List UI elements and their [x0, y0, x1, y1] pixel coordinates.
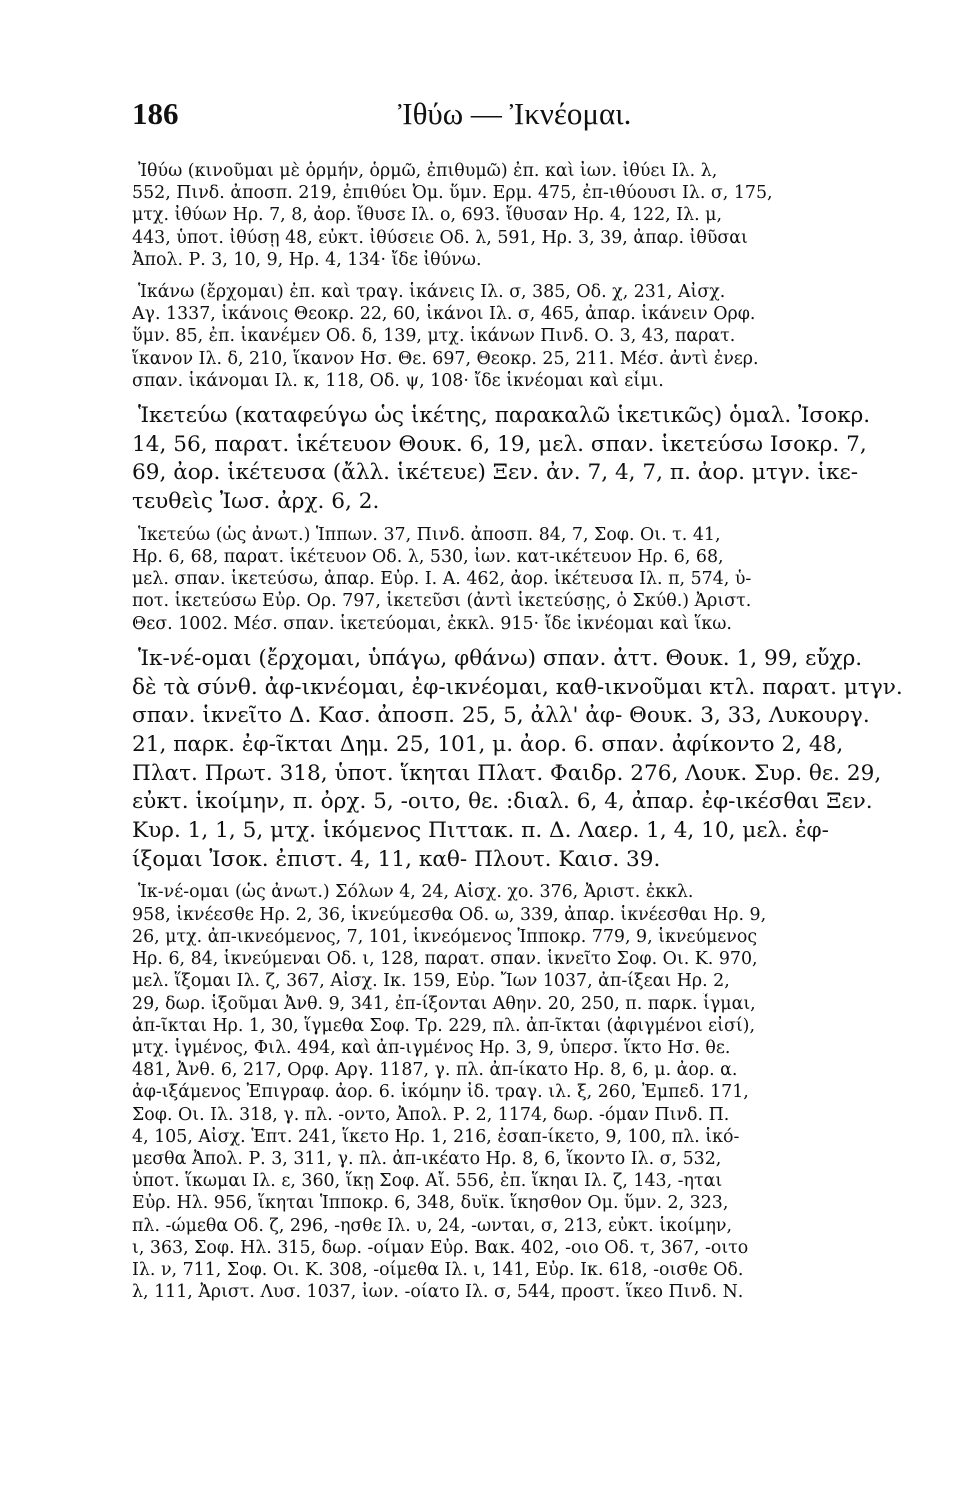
entry-line: σπαν. ἱκάνομαι Ιλ. κ, 118, Οδ. ψ, 108· ἴδε ἱκνέομαι καὶ εἶμι.	[132, 370, 664, 391]
entry-line: Ἱκετεύω (καταφεύγω ὡς ἱκέτης, παρακαλῶ ἱκετικῶς) ὁμαλ. Ἰσοκρ.	[138, 403, 871, 429]
entry-line: μεσθα Ἀπολ. Ρ. 3, 311, γ. πλ. ἀπ-ικέατο Ηρ. 8, 6, ἵκοντο Ιλ. σ, 532,	[132, 1148, 722, 1169]
dictionary-entry	[132, 160, 905, 271]
running-title: Ἰθύω — Ἰκνέομαι.	[398, 96, 632, 131]
entry-line: Ἱκάνω (ἔρχομαι) ἐπ. καὶ τραγ. ἱκάνεις Ιλ. σ, 385, Οδ. χ, 231, Αἰσχ.	[138, 282, 726, 303]
entry-line: 21, παρκ. ἐφ-ῖκται Δημ. 25, 101, μ. ἀορ. 6. σπαν. ἀφίκοντο 2, 48,	[132, 731, 844, 757]
entry-line: 4, 105, Αἰσχ. Ἑπτ. 241, ἵκετο Ηρ. 1, 216, ἐσαπ-ίκετο, 9, 100, πλ. ἱκό-	[132, 1126, 740, 1147]
entry-line: Ἱκ-νέ-ομαι (ὡς ἀνωτ.) Σόλων 4, 24, Αἰσχ. χο. 376, Ἀριστ. ἐκκλ.	[138, 882, 694, 903]
dictionary-entry	[132, 402, 905, 517]
page-number: 186	[132, 96, 179, 131]
entry-line: Ηρ. 6, 68, παρατ. ἱκέτευον Οδ. λ, 530, ἰων. κατ-ικέτευον Ηρ. 6, 68,	[132, 547, 724, 568]
entry-line: δὲ τὰ σύνθ. ἀφ-ικνέομαι, ἐφ-ικνέομαι, καθ-ικνοῦμαι κτλ. παρατ. μτγν.	[132, 674, 903, 700]
entries-column	[132, 160, 905, 1303]
entry-spacer	[132, 392, 905, 402]
entry-spacer	[132, 517, 905, 524]
entry-line: 14, 56, παρατ. ἱκέτευον Θουκ. 6, 19, μελ. σπαν. ἱκετεύσω Ισοκρ. 7,	[132, 431, 867, 457]
entry-line: λ, 111, Ἀριστ. Λυσ. 1037, ἰων. -οίατο Ιλ. σ, 544, προστ. ἵκεο Πινδ. Ν.	[132, 1282, 744, 1303]
entry-line: Θεσ. 1002. Μέσ. σπαν. ἱκετεύομαι, ἐκκλ. 915· ἴδε ἱκνέομαι καὶ ἵκω.	[132, 613, 732, 634]
dictionary-entry	[132, 645, 905, 875]
entry-line: Κυρ. 1, 1, 5, μτχ. ἱκόμενος Πιττακ. π. Δ. Λαερ. 1, 4, 10, μελ. ἐφ-	[132, 818, 829, 844]
entry-line: 443, ὑποτ. ἰθύσῃ 48, εὐκτ. ἰθύσειε Οδ. λ, 591, Ηρ. 3, 39, ἀπαρ. ἰθῦσαι	[132, 227, 748, 248]
entry-line: Σοφ. Οι. Ιλ. 318, γ. πλ. -οντο, Ἀπολ. Ρ. 2, 1174, δωρ. -όμαν Πινδ. Π.	[132, 1104, 730, 1125]
entry-line: 958, ἱκνέεσθε Ηρ. 2, 36, ἱκνεύμεσθα Οδ. ω, 339, ἀπαρ. ἱκνέεσθαι Ηρ. 9,	[132, 904, 767, 925]
entry-spacer	[132, 874, 905, 881]
entry-line: Ἱκ-νέ-ομαι (ἔρχομαι, ὑπάγω, φθάνω) σπαν. ἀττ. Θουκ. 1, 99, εὔχρ.	[138, 645, 863, 671]
entry-line: ἀφ-ιξάμενος Ἐπιγραφ. ἀορ. 6. ἱκόμην ἰδ. τραγ. ιλ. ξ, 260, Ἐμπεδ. 171,	[132, 1082, 749, 1103]
entry-line: 481, Ἀνθ. 6, 217, Ορφ. Αργ. 1187, γ. πλ. ἀπ-ίκατο Ηρ. 8, 6, μ. ἀορ. α.	[132, 1060, 738, 1081]
entry-line: Αγ. 1337, ἱκάνοις Θεοκρ. 22, 60, ἱκάνοι Ιλ. σ, 465, ἀπαρ. ἱκάνειν Ορφ.	[132, 304, 756, 325]
entry-line: ἵκανον Ιλ. δ, 210, ἵκανον Ησ. Θε. 697, Θεοκρ. 25, 211. Μέσ. ἀντὶ ἐνερ.	[132, 348, 759, 369]
entry-line: ὑποτ. ἵκωμαι Ιλ. ε, 360, ἵκῃ Σοφ. Αἴ. 556, ἐπ. ἵκηαι Ιλ. ζ, 143, -ηται	[132, 1171, 723, 1192]
entry-line: 69, ἀορ. ἱκέτευσα (ἄλλ. ἱκέτευε) Ξεν. ἀν. 7, 4, 7, π. ἀορ. μτγν. ἱκε-	[132, 460, 858, 486]
entry-line: μελ. σπαν. ἱκετεύσω, ἀπαρ. Εὐρ. Ι. Α. 462, ἀορ. ἱκέτευσα Ιλ. π, 574, ὑ-	[132, 569, 752, 590]
entry-line: Ἀπολ. Ρ. 3, 10, 9, Ηρ. 4, 134· ἴδε ἰθύνω.	[132, 249, 482, 270]
entry-line: ὕμν. 85, ἐπ. ἱκανέμεν Οδ. δ, 139, μτχ. ἱκάνων Πινδ. Ο. 3, 43, παρατ.	[132, 326, 736, 347]
entry-line: Εὐρ. Ηλ. 956, ἵκηται Ἱπποκρ. 6, 348, δυϊκ. ἵκησθον Ομ. ὕμν. 2, 323,	[132, 1193, 729, 1214]
dictionary-entry	[132, 524, 905, 635]
dictionary-entry	[132, 881, 905, 1303]
entry-line: σπαν. ἱκνεῖτο Δ. Κασ. ἀποσπ. 25, 5, ἀλλ' ἀφ- Θουκ. 3, 33, Λυκουργ.	[132, 703, 870, 729]
entry-line: Ηρ. 6, 84, ἱκνεύμεναι Οδ. ι, 128, παρατ. σπαν. ἱκνεῖτο Σοφ. Οι. Κ. 970,	[132, 949, 758, 970]
dictionary-entry	[132, 281, 905, 392]
entry-line: 26, μτχ. ἀπ-ικνεόμενος, 7, 101, ἱκνεόμενος Ἱπποκρ. 779, 9, ἱκνεύμενος	[132, 926, 758, 947]
entry-line: 29, δωρ. ἱξοῦμαι Ἀνθ. 9, 341, ἐπ-ίξονται Αθην. 20, 250, π. παρκ. ἷγμαι,	[132, 993, 756, 1014]
entry-line: Ἱκετεύω (ὡς ἀνωτ.) Ἱππων. 37, Πινδ. ἀποσπ. 84, 7, Σοφ. Οι. τ. 41,	[138, 524, 721, 545]
entry-line: Ἰθύω (κινοῦμαι μὲ ὁρμήν, ὁρμῶ, ἐπιθυμῶ) ἐπ. καὶ ἰων. ἰθύει Ιλ. λ,	[138, 161, 718, 181]
entry-line: μτχ. ἱγμένος, Φιλ. 494, καὶ ἀπ-ιγμένος Ηρ. 3, 9, ὑπερσ. ἵκτο Ησ. θε.	[132, 1037, 731, 1058]
entry-line: μτχ. ἰθύων Ηρ. 7, 8, ἀορ. ἴθυσε Ιλ. ο, 693. ἴθυσαν Ηρ. 4, 122, Ιλ. μ,	[132, 205, 722, 226]
entry-spacer	[132, 271, 905, 281]
entry-line: ἀπ-ῖκται Ηρ. 1, 30, ἵγμεθα Σοφ. Τρ. 229, πλ. ἀπ-ῖκται (ἀφιγμένοι εἰσί),	[132, 1015, 755, 1036]
entry-line: τευθεὶς Ἰωσ. ἀρχ. 6, 2.	[132, 489, 380, 515]
entry-line: Πλατ. Πρωτ. 318, ὑποτ. ἵκηται Πλατ. Φαιδρ. 276, Λουκ. Συρ. θε. 29,	[132, 760, 882, 786]
entry-spacer	[132, 635, 905, 645]
entry-line: Ιλ. ν, 711, Σοφ. Οι. Κ. 308, -οίμεθα Ιλ. ι, 141, Εὐρ. Ικ. 618, -οισθε Οδ.	[132, 1259, 744, 1280]
entry-line: πλ. -ώμεθα Οδ. ζ, 296, -ησθε Ιλ. υ, 24, -ωνται, σ, 213, εὐκτ. ἱκοίμην,	[132, 1215, 733, 1236]
page-header	[132, 96, 905, 138]
entry-line: 552, Πινδ. ἀποσπ. 219, ἐπιθύει Ὀμ. ὕμν. Ερμ. 475, ἐπ-ιθύουσι Ιλ. σ, 175,	[132, 183, 773, 204]
entry-line: ποτ. ἱκετεύσω Εὐρ. Ορ. 797, ἱκετεῦσι (ἀντὶ ἱκετεύσῃς, ὁ Σκύθ.) Ἀριστ.	[132, 591, 752, 612]
entry-line: ίξομαι Ἰσοκ. ἐπιστ. 4, 11, καθ- Πλουτ. Καισ. 39.	[132, 846, 661, 872]
entry-line: ι, 363, Σοφ. Ηλ. 315, δωρ. -οίμαν Εὐρ. Βακ. 402, -οιο Οδ. τ, 367, -οιτο	[132, 1237, 749, 1258]
entry-line: εὐκτ. ἱκοίμην, π. ὀρχ. 5, -οιτο, θε. :διαλ. 6, 4, ἀπαρ. ἐφ-ικέσθαι Ξεν.	[132, 789, 873, 815]
entry-line: μελ. ἵξομαι Ιλ. ζ, 367, Αἰσχ. Ικ. 159, Εὐρ. Ἴων 1037, ἀπ-ίξεαι Ηρ. 2,	[132, 971, 730, 992]
